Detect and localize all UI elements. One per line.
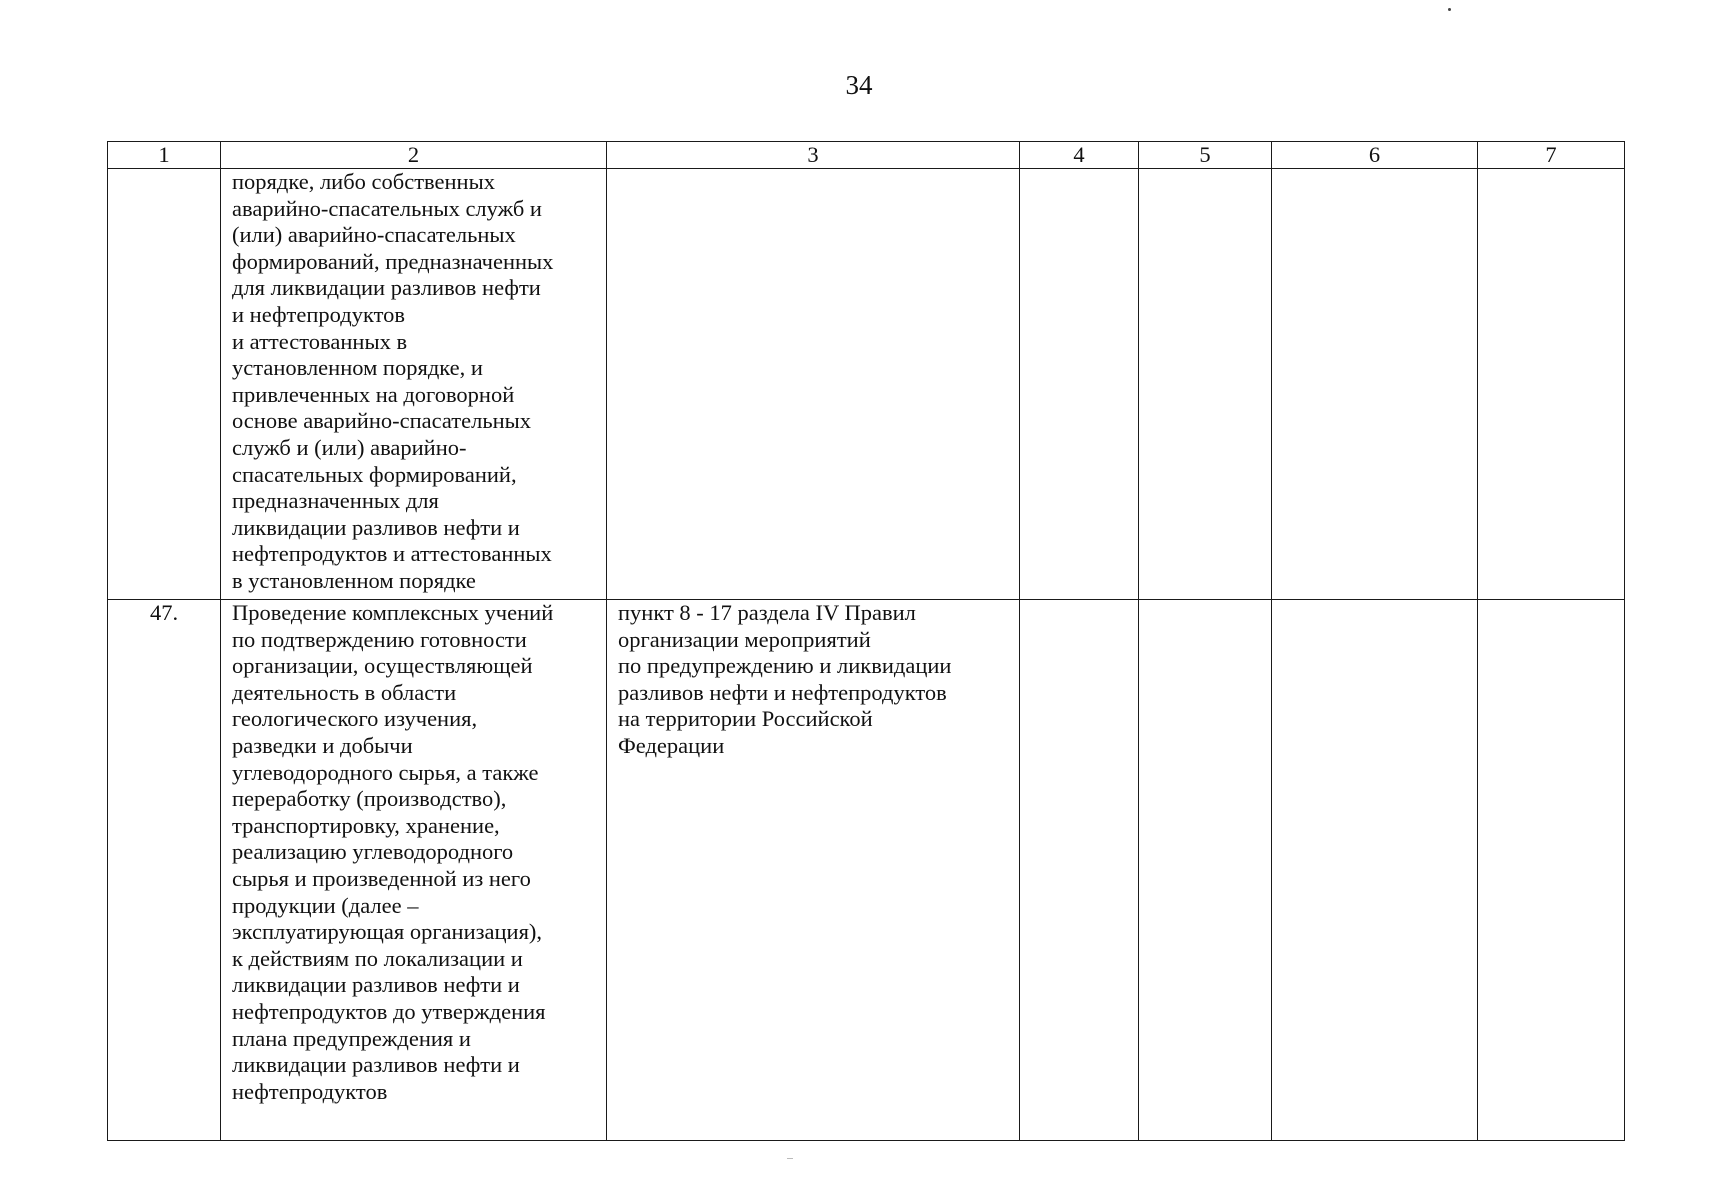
reference-cell: [607, 600, 1020, 1141]
header-row: [108, 142, 1625, 169]
column-6-cell: [1272, 600, 1478, 1141]
column-header-2: 2: [221, 142, 607, 169]
requirement-cell: [221, 169, 607, 600]
column-7-cell: [1478, 600, 1625, 1141]
requirement-text: Проведение комплексных учений по подтверждению готовности организации, осуществляющей деятельность в области геологического изучения, разведки и добычи углеводородного сырья, а также переработку (производство), транспортировку, хранение, реализацию углеводородного сырья и произведенной из него продукции (далее – эксплуатирующая организация), к действиям по локализации и ликвидации разливов нефти и нефтепродуктов до утверждения плана предупреждения и ликвидации разливов нефти и нефтепродуктов: [232, 600, 554, 1104]
column-6-cell: [1272, 169, 1478, 600]
column-header-5: 5: [1139, 142, 1272, 169]
row-number-cell: 47.: [108, 600, 221, 1141]
column-7-cell: [1478, 169, 1625, 600]
column-header-3: 3: [607, 142, 1020, 169]
column-5-cell: [1139, 169, 1272, 600]
scan-dash-mark: [787, 1158, 793, 1159]
page-number: 34: [845, 70, 873, 100]
scan-dot-mark: [1448, 8, 1451, 11]
column-4-cell: [1020, 600, 1139, 1141]
reference-cell: [607, 169, 1020, 600]
column-header-4: 4: [1020, 142, 1139, 169]
requirement-cell: [221, 600, 607, 1141]
requirements-table: [107, 141, 1625, 1141]
table-row: [108, 169, 1625, 600]
row-number-cell: [108, 169, 221, 600]
column-header-1: 1: [108, 142, 221, 169]
column-header-7: 7: [1478, 142, 1625, 169]
column-header-6: 6: [1272, 142, 1478, 169]
reference-text: пункт 8 - 17 раздела IV Правил организации мероприятий по предупреждению и ликвидации разливов нефти и нефтепродуктов на территории Российской Федерации: [618, 600, 952, 758]
column-4-cell: [1020, 169, 1139, 600]
column-5-cell: [1139, 600, 1272, 1141]
requirement-text: порядке, либо собственных аварийно-спасательных служб и (или) аварийно-спасательных формирований, предназначенных для ликвидации разливов нефти и нефтепродуктов и аттестованных в установленном порядке, и привлеченных на договорной основе аварийно-спасательных служб и (или) аварийно- спасательных формирований, предназначенных для ликвидации разливов нефти и нефтепродуктов и аттестованных в установленном порядке: [232, 169, 554, 593]
table-row: [108, 600, 1625, 1141]
